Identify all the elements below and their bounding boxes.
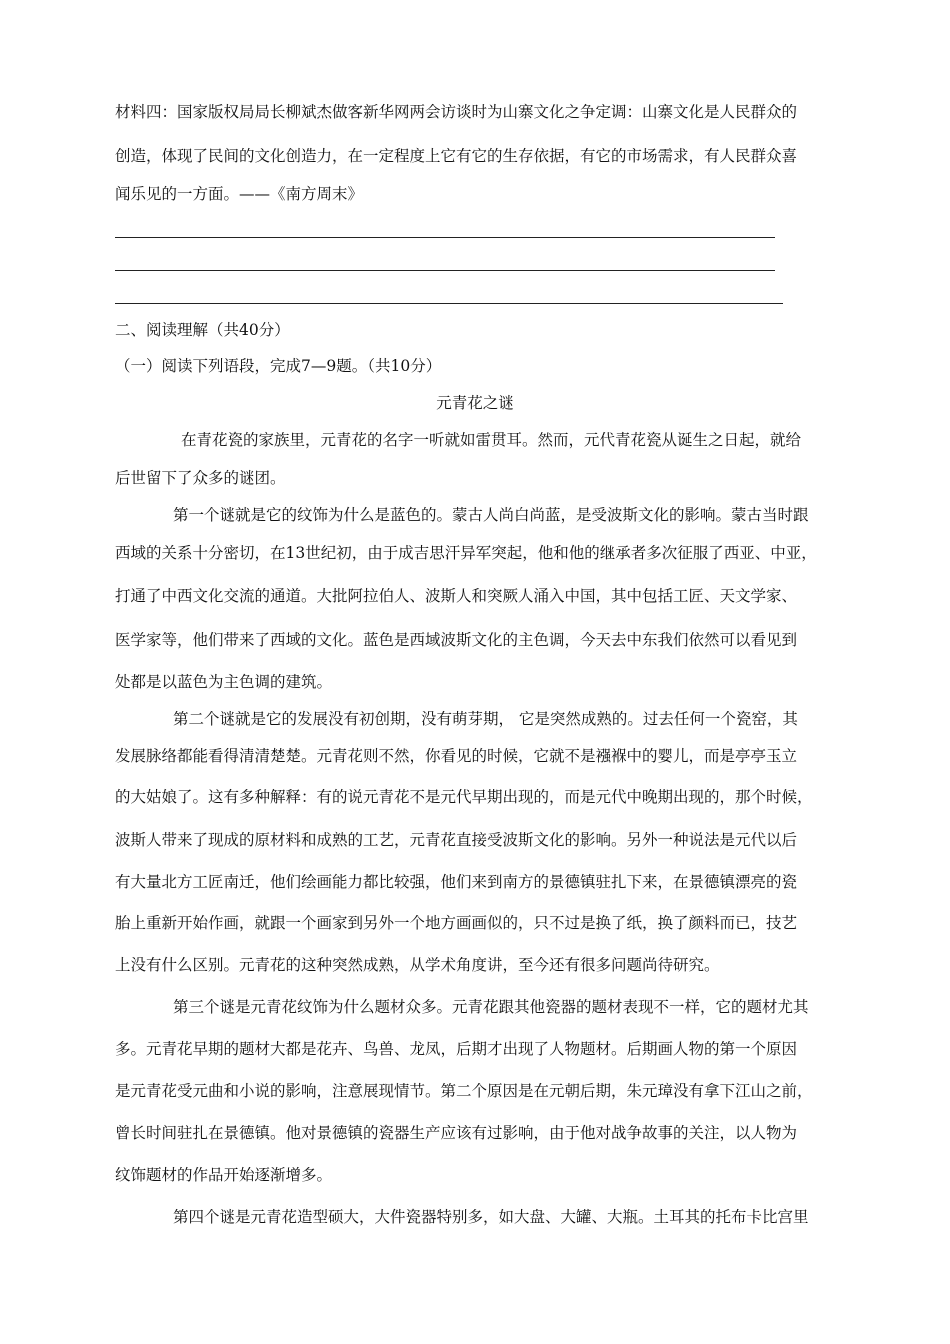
paragraph-3-line-4: 波斯人带来了现成的原材料和成熟的工艺，元青花直接受波斯文化的影响。另外一种说法是元代以后 bbox=[115, 831, 798, 849]
paragraph-3-line-2: 发展脉络都能看得清清楚楚。元青花则不然，你看见的时候，它就不是襁褓中的婴儿，而是亭亭玉立 bbox=[115, 747, 798, 765]
section-heading: 二、阅读理解（共40分） bbox=[115, 321, 290, 339]
paragraph-1-line-1: 在青花瓷的家族里，元青花的名字一听就如雷贯耳。然而，元代青花瓷从诞生之日起，就给 bbox=[181, 431, 802, 449]
material4-line-2: 创造，体现了民间的文化创造力，在一定程度上它有它的生存依据，有它的市场需求，有人民群众喜 bbox=[115, 147, 798, 165]
paragraph-2-line-5: 处都是以蓝色为主色调的建筑。 bbox=[115, 673, 333, 691]
paragraph-2-line-4: 医学家等，他们带来了西域的文化。蓝色是西域波斯文化的主色调，今天去中东我们依然可以看见到 bbox=[115, 631, 798, 649]
paragraph-4-line-4: 曾长时间驻扎在景德镇。他对景德镇的瓷器生产应该有过影响，由于他对战争故事的关注，以人物为 bbox=[115, 1124, 798, 1142]
paragraph-3-line-7: 上没有什么区别。元青花的这种突然成熟，从学术角度讲，至今还有很多问题尚待研究。 bbox=[115, 956, 720, 974]
answer-line-1 bbox=[115, 237, 775, 238]
article-title: 元青花之谜 bbox=[436, 394, 514, 412]
paragraph-1-line-2: 后世留下了众多的谜团。 bbox=[115, 469, 286, 487]
answer-line-3 bbox=[115, 303, 783, 304]
paragraph-3-line-5: 有大量北方工匠南迁，他们绘画能力都比较强，他们来到南方的景德镇驻扎下来，在景德镇漂亮的瓷 bbox=[115, 873, 798, 891]
paragraph-2-line-2: 西域的关系十分密切，在13世纪初，由于成吉思汗异军突起，他和他的继承者多次征服了西亚、中亚， bbox=[115, 544, 817, 562]
paragraph-4-line-3: 是元青花受元曲和小说的影响，注意展现情节。第二个原因是在元朝后期，朱元璋没有拿下江山之前， bbox=[115, 1082, 813, 1100]
paragraph-4-line-5: 纹饰题材的作品开始逐渐增多。 bbox=[115, 1166, 333, 1184]
paragraph-2-line-3: 打通了中西文化交流的通道。大批阿拉伯人、波斯人和突厥人涌入中国，其中包括工匠、天文学家、 bbox=[115, 587, 798, 605]
paragraph-5-line-1: 第四个谜是元青花造型硕大，大件瓷器特别多，如大盘、大罐、大瓶。土耳其的托布卡比宫里 bbox=[173, 1208, 809, 1226]
material4-line-3: 闻乐见的一方面。——《南方周末》 bbox=[115, 185, 364, 203]
paragraph-3-line-1: 第二个谜就是它的发展没有初创期，没有萌芽期， 它是突然成熟的。过去任何一个瓷窑，其 bbox=[173, 710, 798, 728]
section-subheading: （一）阅读下列语段，完成7—9题。（共10分） bbox=[115, 357, 442, 375]
paragraph-2-line-1: 第一个谜就是它的纹饰为什么是蓝色的。蒙古人尚白尚蓝，是受波斯文化的影响。蒙古当时跟 bbox=[173, 506, 809, 524]
paragraph-4-line-2: 多。元青花早期的题材大都是花卉、鸟兽、龙凤，后期才出现了人物题材。后期画人物的第一个原因 bbox=[115, 1040, 798, 1058]
paragraph-4-line-1: 第三个谜是元青花纹饰为什么题材众多。元青花跟其他瓷器的题材表现不一样，它的题材尤其 bbox=[173, 998, 809, 1016]
paragraph-3-line-3: 的大姑娘了。这有多种解释：有的说元青花不是元代早期出现的，而是元代中晚期出现的，那个时候， bbox=[115, 788, 813, 806]
paragraph-3-line-6: 胎上重新开始作画，就跟一个画家到另外一个地方画画似的，只不过是换了纸，换了颜料而已，技艺 bbox=[115, 914, 798, 932]
answer-line-2 bbox=[115, 270, 775, 271]
material4-line-1: 材料四：国家版权局局长柳斌杰做客新华网两会访谈时为山寨文化之争定调：山寨文化是人民群众的 bbox=[115, 103, 798, 121]
